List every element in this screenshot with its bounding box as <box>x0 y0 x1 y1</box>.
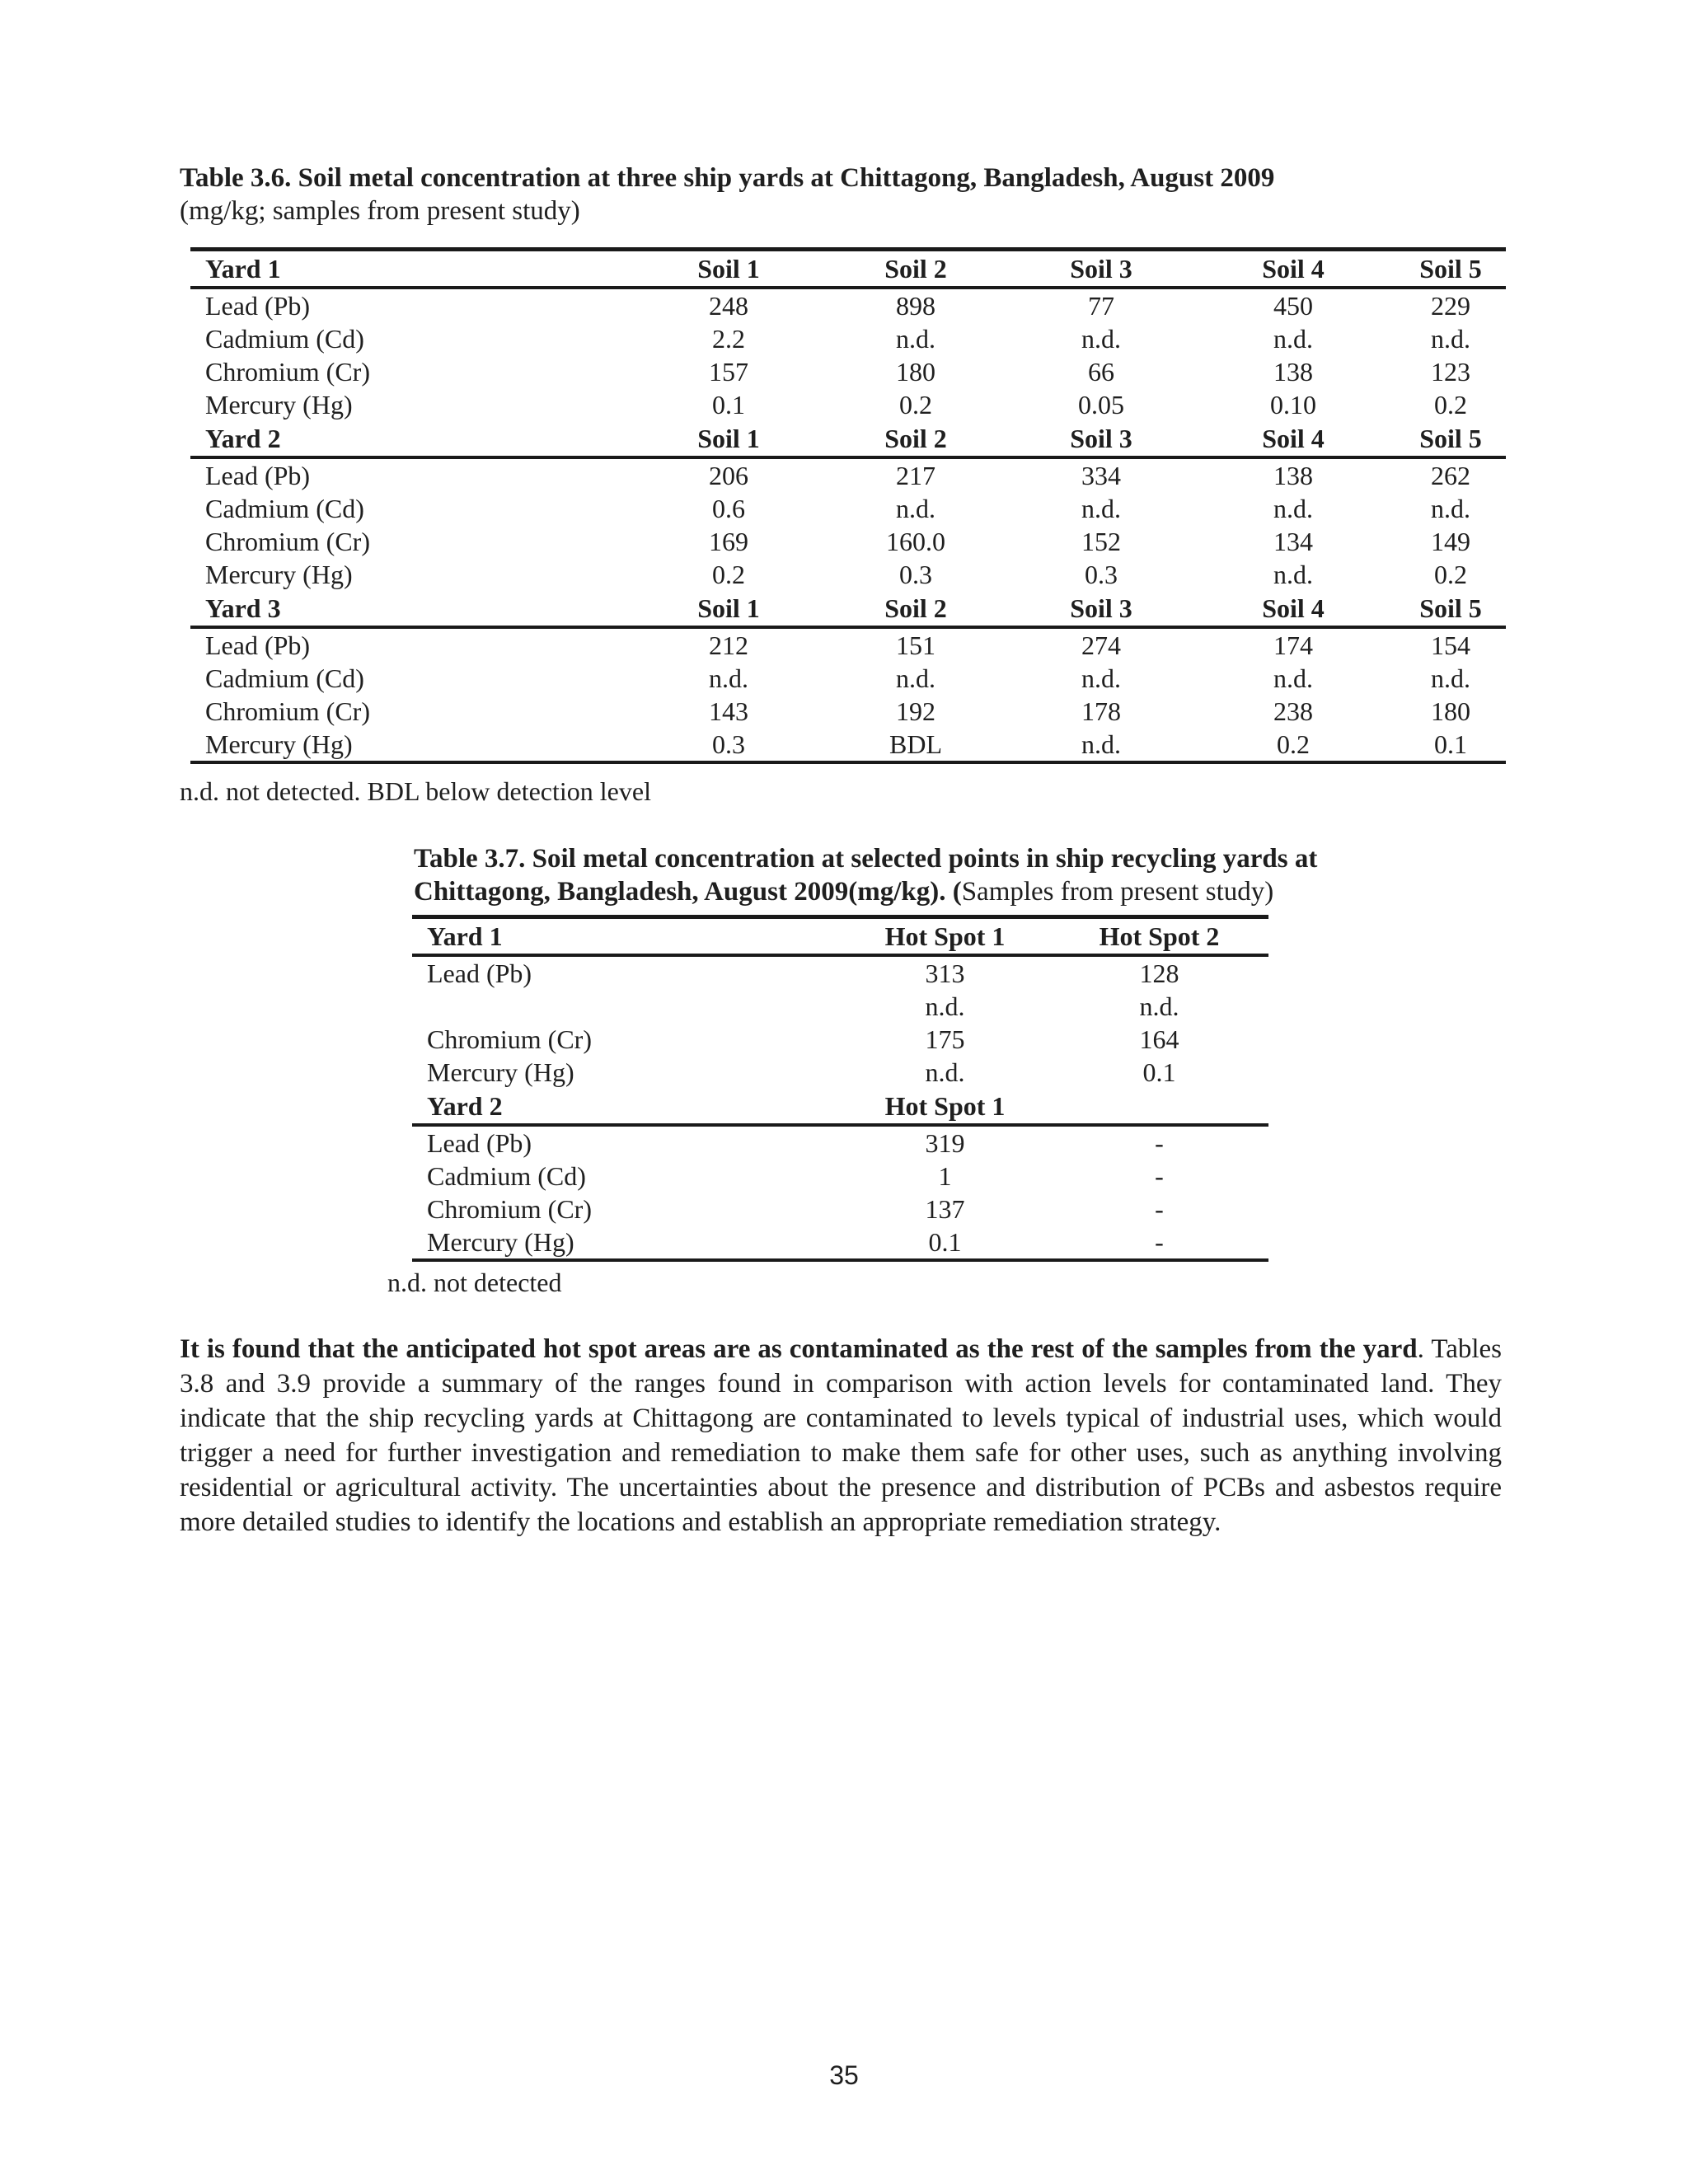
table-cell: 0.1 <box>840 1226 1050 1260</box>
table-cell: 248 <box>709 291 748 321</box>
table-cell: 0.2 <box>712 560 745 589</box>
table-row <box>412 990 1268 1023</box>
table-cell: 154 <box>1431 630 1470 660</box>
table-cell: 152 <box>1081 527 1121 556</box>
table-3-6-footnote: n.d. not detected. BDL below detection level <box>180 776 651 806</box>
paragraph-bold-lead: It is found that the anticipated hot spot areas are as contaminated as the rest of the samples from the yard <box>180 1334 1418 1364</box>
paragraph-text: . Tables 3.8 and 3.9 provide a summary of the ranges found in comparison with action levels for contaminated land. They indicate that the ship recycling yards at Chittagong are contaminated to levels typical of industrial uses, which would trigger a need for further investigation and remediation to make them safe for other uses, such as anything involving residential or agricultural activity. The uncertainties about the presence and distribution of PCBs and asbestos require more detailed studies to identify the locations and establish an appropriate remediation strategy. <box>180 1334 1502 1537</box>
table-cell: 334 <box>1081 461 1121 490</box>
table-cell: 0.3 <box>1085 560 1118 589</box>
yard-label: Yard 1 <box>190 250 637 288</box>
table-cell: 0.2 <box>1434 390 1467 419</box>
yard-label: Yard 1 <box>412 917 840 956</box>
table-row <box>190 355 1506 388</box>
table-cell: n.d. <box>1081 494 1121 523</box>
column-header: Soil 3 <box>1011 591 1191 627</box>
row-label: Mercury (Hg) <box>190 728 637 762</box>
row-label: Mercury (Hg) <box>205 390 353 419</box>
table-cell: BDL <box>820 728 1011 762</box>
column-header: Soil 3 <box>1011 421 1191 457</box>
table-cell: 169 <box>709 527 748 556</box>
table-cell: n.d. <box>896 663 935 693</box>
column-header: Hot Spot 1 <box>840 1089 1050 1125</box>
table-cell: n.d. <box>896 494 935 523</box>
table-cell: n.d. <box>925 1057 965 1087</box>
column-header: Soil 1 <box>637 250 820 288</box>
table-cell: 274 <box>1081 630 1121 660</box>
table-cell: - <box>1155 1161 1164 1191</box>
table-cell: n.d. <box>1273 560 1313 589</box>
table-row <box>412 1125 1268 1160</box>
table-cell: 175 <box>925 1024 965 1054</box>
table-row <box>412 1193 1268 1226</box>
table-cell: n.d. <box>1431 494 1470 523</box>
table-cell: n.d. <box>1139 991 1179 1021</box>
row-label <box>412 990 840 1023</box>
yard-label: Yard 3 <box>190 591 637 627</box>
table-cell: 0.05 <box>1078 390 1124 419</box>
table-cell: 262 <box>1431 461 1470 490</box>
table-row <box>190 627 1506 662</box>
table-cell: 0.2 <box>899 390 932 419</box>
table-cell: n.d. <box>1273 324 1313 354</box>
table-cell: 217 <box>896 461 935 490</box>
column-header: Soil 2 <box>820 421 1011 457</box>
table-cell: 0.3 <box>899 560 932 589</box>
table-header-row <box>190 250 1506 288</box>
column-header: Soil 5 <box>1395 250 1506 288</box>
table-cell: 212 <box>709 630 748 660</box>
table-cell: n.d. <box>1431 324 1470 354</box>
table-cell: n.d. <box>896 324 935 354</box>
table-3-7-caption <box>414 842 1518 908</box>
table-3-7-title-line2: Chittagong, Bangladesh, August 2009(mg/kg). ( <box>414 877 962 907</box>
table-cell: 0.2 <box>1434 560 1467 589</box>
table-cell: n.d. <box>925 991 965 1021</box>
row-label: Lead (Pb) <box>205 630 311 660</box>
table-cell: 0.1 <box>1142 1057 1176 1087</box>
table-cell: 319 <box>925 1128 965 1158</box>
table-cell: 77 <box>1088 291 1114 321</box>
table-row <box>412 1023 1268 1056</box>
table-cell: 0.10 <box>1270 390 1316 419</box>
table-cell: 138 <box>1273 461 1313 490</box>
table-3-6-caption <box>180 162 1531 227</box>
column-header: Soil 4 <box>1191 250 1395 288</box>
table-cell: 192 <box>896 696 935 726</box>
row-label: Chromium (Cr) <box>427 1024 592 1054</box>
yard-label: Yard 2 <box>190 421 637 457</box>
column-header: Soil 1 <box>637 591 820 627</box>
column-header: Soil 5 <box>1395 591 1506 627</box>
row-label: Chromium (Cr) <box>205 696 370 726</box>
table-3-6-subtitle: (mg/kg; samples from present study) <box>180 196 580 226</box>
column-header: Soil 2 <box>820 250 1011 288</box>
table-header-row <box>412 1089 1268 1125</box>
column-header: Soil 3 <box>1011 250 1191 288</box>
table-row <box>190 322 1506 355</box>
table-3-6 <box>190 247 1506 764</box>
table-cell: n.d. <box>1273 663 1313 693</box>
table-cell: 0.6 <box>712 494 745 523</box>
table-row <box>412 955 1268 990</box>
row-label: Lead (Pb) <box>205 461 311 490</box>
table-cell: n.d. <box>1081 663 1121 693</box>
table-cell: 180 <box>1431 696 1470 726</box>
table-cell: 137 <box>925 1194 965 1224</box>
table-cell: - <box>1155 1128 1164 1158</box>
row-label: Chromium (Cr) <box>205 527 370 556</box>
table-cell: 2.2 <box>712 324 745 354</box>
table-header-row <box>412 917 1268 956</box>
table-cell: 0.2 <box>1191 728 1395 762</box>
table-cell: 229 <box>1431 291 1470 321</box>
table-cell: 157 <box>709 357 748 387</box>
table-cell: 123 <box>1431 357 1470 387</box>
table-cell: 164 <box>1139 1024 1179 1054</box>
table-row <box>190 728 1506 762</box>
column-header: Soil 5 <box>1395 421 1506 457</box>
table-cell: n.d. <box>1081 324 1121 354</box>
table-row <box>190 662 1506 695</box>
table-row <box>190 388 1506 421</box>
table-row <box>190 525 1506 558</box>
table-cell: - <box>1155 1194 1164 1224</box>
table-cell: 160.0 <box>886 527 945 556</box>
table-cell: 149 <box>1431 527 1470 556</box>
table-cell: 313 <box>925 958 965 988</box>
row-label: Lead (Pb) <box>205 291 311 321</box>
table-3-6-title: Table 3.6. Soil metal concentration at three ship yards at Chittagong, Bangladesh, August 2009 <box>180 163 1275 193</box>
row-label: Mercury (Hg) <box>205 560 353 589</box>
row-label: Cadmium (Cd) <box>427 1161 586 1191</box>
column-header: Soil 4 <box>1191 421 1395 457</box>
row-label: Cadmium (Cd) <box>205 663 364 693</box>
table-row <box>190 558 1506 591</box>
row-label: Mercury (Hg) <box>412 1226 840 1260</box>
row-label: Lead (Pb) <box>427 958 532 988</box>
table-cell: n.d. <box>1431 663 1470 693</box>
table-cell: n.d. <box>1273 494 1313 523</box>
table-cell: 134 <box>1273 527 1313 556</box>
row-label: Chromium (Cr) <box>427 1194 592 1224</box>
table-cell: n.d. <box>1011 728 1191 762</box>
table-cell: 898 <box>896 291 935 321</box>
body-paragraph <box>180 1332 1502 1540</box>
table-cell: - <box>1050 1226 1268 1260</box>
page-number: 35 <box>829 2060 859 2090</box>
table-row <box>412 1160 1268 1193</box>
table-row <box>412 1226 1268 1260</box>
yard-label: Yard 2 <box>412 1089 840 1125</box>
table-cell: 138 <box>1273 357 1313 387</box>
row-label: Mercury (Hg) <box>427 1057 574 1087</box>
table-cell: 143 <box>709 696 748 726</box>
table-cell: n.d. <box>709 663 748 693</box>
table-row <box>190 695 1506 728</box>
table-cell: 450 <box>1273 291 1313 321</box>
column-header <box>1050 1089 1268 1125</box>
table-cell: 0.3 <box>637 728 820 762</box>
table-cell: 178 <box>1081 696 1121 726</box>
table-cell: 0.1 <box>1395 728 1506 762</box>
table-cell: 238 <box>1273 696 1313 726</box>
row-label: Chromium (Cr) <box>205 357 370 387</box>
table-header-row <box>190 421 1506 457</box>
table-cell: 151 <box>896 630 935 660</box>
table-row <box>190 457 1506 492</box>
table-3-7 <box>412 915 1268 1262</box>
table-cell: 1 <box>938 1161 952 1191</box>
table-3-7-footnote: n.d. not detected <box>387 1268 562 1297</box>
table-cell: 0.1 <box>712 390 745 419</box>
row-label: Lead (Pb) <box>427 1128 532 1158</box>
table-3-7-title-line2-normal: Samples from present study) <box>961 877 1274 907</box>
table-cell: 174 <box>1273 630 1313 660</box>
table-row <box>412 1056 1268 1089</box>
table-cell: 180 <box>896 357 935 387</box>
column-header: Hot Spot 2 <box>1050 917 1268 956</box>
table-3-7-title-line1: Table 3.7. Soil metal concentration at selected points in ship recycling yards at <box>414 844 1318 874</box>
table-row <box>190 288 1506 322</box>
row-label: Cadmium (Cd) <box>205 494 364 523</box>
column-header: Soil 1 <box>637 421 820 457</box>
table-cell: 128 <box>1139 958 1179 988</box>
column-header: Hot Spot 1 <box>840 917 1050 956</box>
column-header: Soil 2 <box>820 591 1011 627</box>
table-cell: 66 <box>1088 357 1114 387</box>
table-cell: 206 <box>709 461 748 490</box>
row-label: Cadmium (Cd) <box>205 324 364 354</box>
column-header: Soil 4 <box>1191 591 1395 627</box>
table-row <box>190 492 1506 525</box>
table-header-row <box>190 591 1506 627</box>
